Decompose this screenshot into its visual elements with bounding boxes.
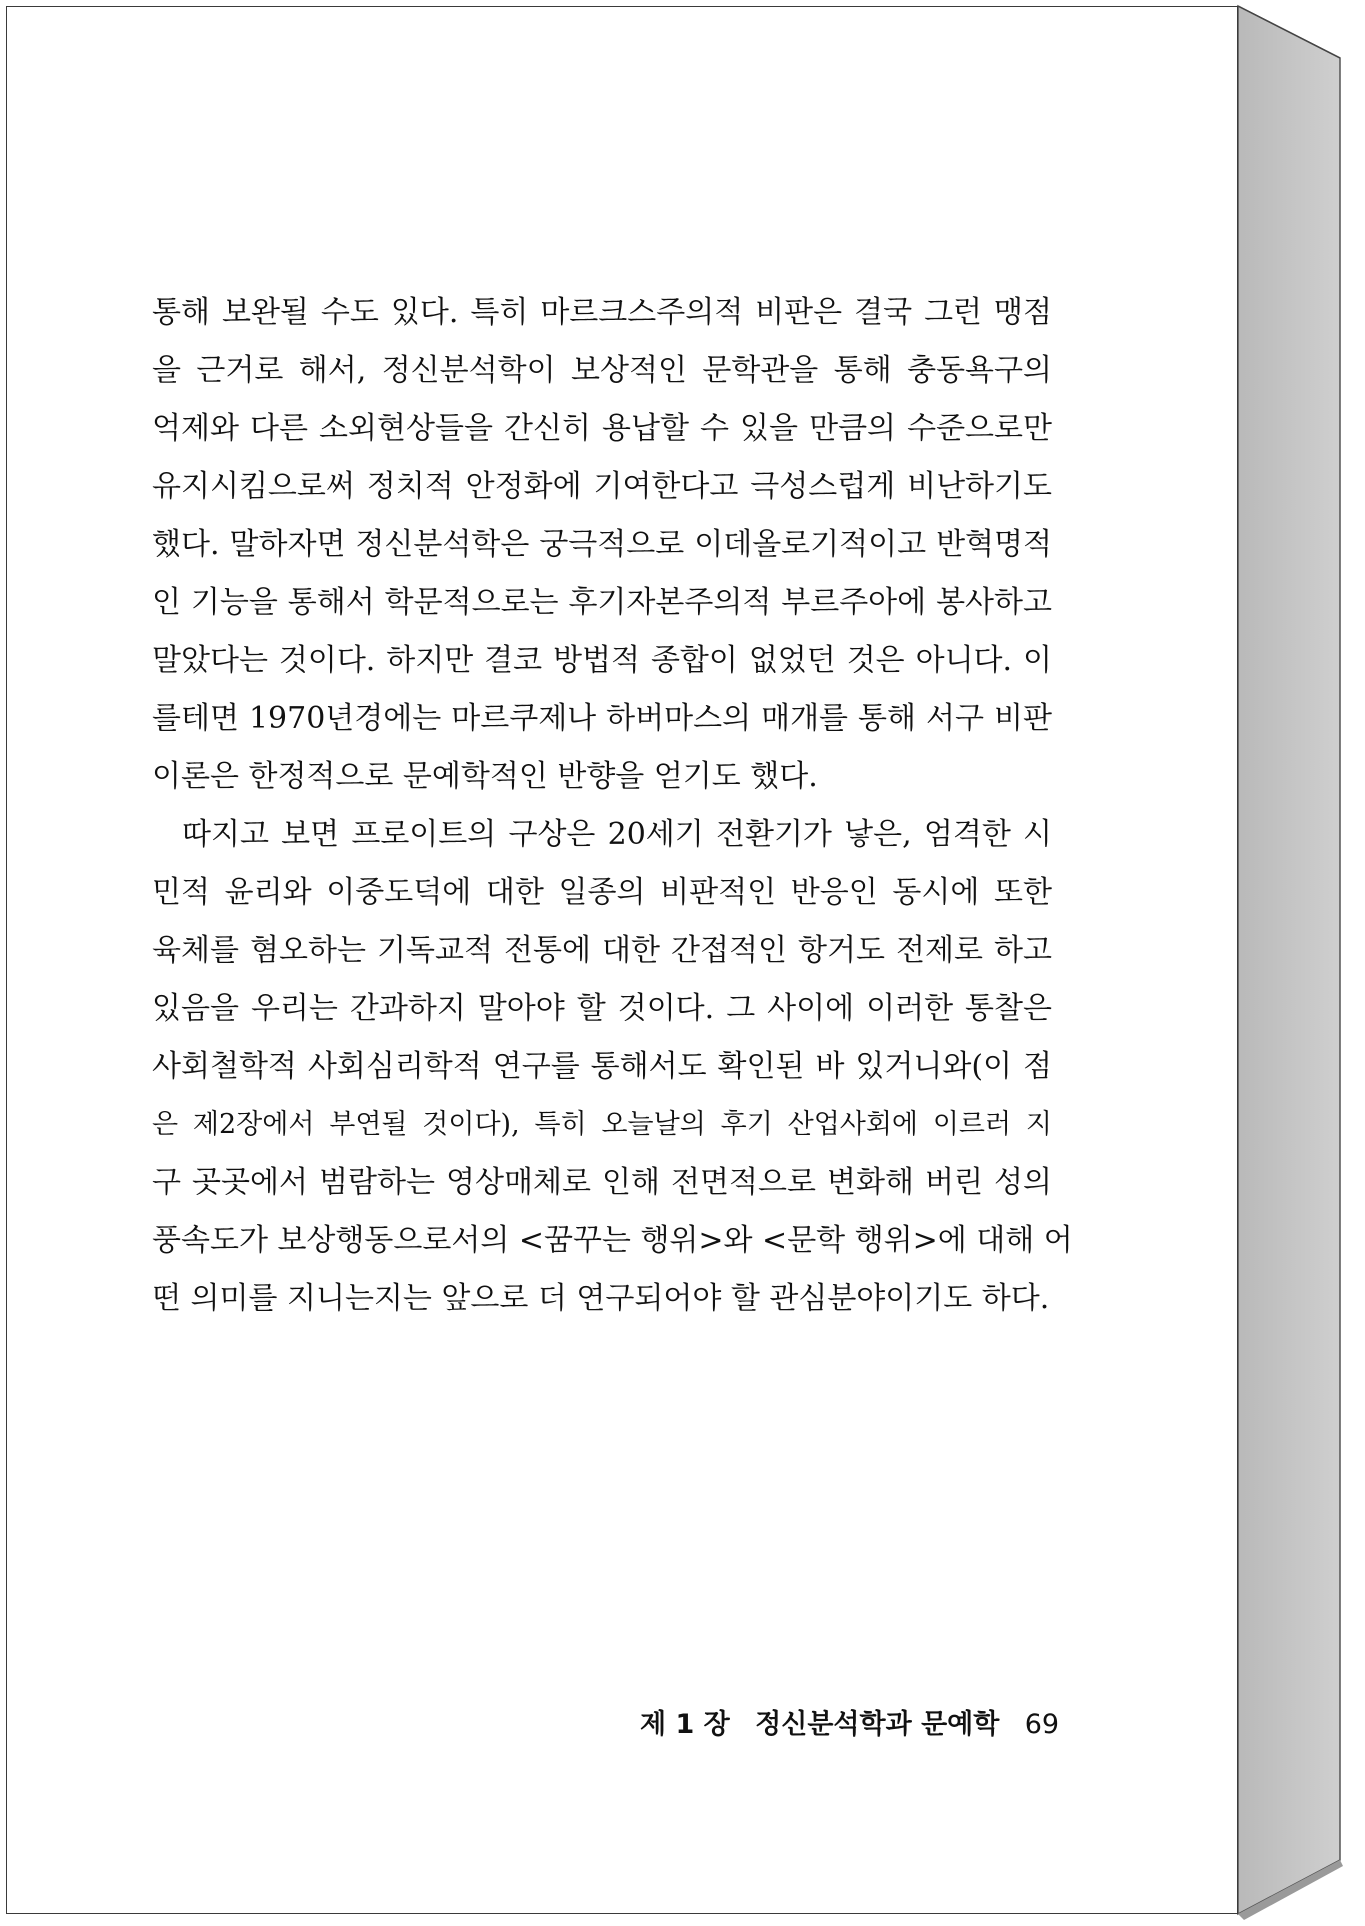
text-line: 인 기능을 통해서 학문적으로는 후기자본주의적 부르주아에 봉사하고 (152, 585, 1052, 620)
text-line: 통해 보완될 수도 있다. 특히 마르크스주의적 비판은 결국 그런 맹점 (152, 295, 1052, 330)
chapter-title: 정신분석학과 문예학 (755, 1709, 1000, 1740)
text-line: 따지고 보면 프로이트의 구상은 20세기 전환기가 낳은, 엄격한 시 (182, 817, 1052, 852)
text-line: 구 곳곳에서 범람하는 영상매체로 인해 전면적으로 변화해 버린 성의 (152, 1165, 1052, 1200)
text-line: 를테면 1970년경에는 마르쿠제나 하버마스의 매개를 통해 서구 비판 (152, 701, 1052, 736)
text-line: 사회철학적 사회심리학적 연구를 통해서도 확인된 바 있거니와(이 점 (152, 1049, 1052, 1084)
text-line: 을 근거로 해서, 정신분석학이 보상적인 문학관을 통해 충동욕구의 (152, 353, 1052, 388)
running-footer (640, 1702, 1060, 1741)
text-line: 말았다는 것이다. 하지만 결코 방법적 종합이 없었던 것은 아니다. 이 (152, 643, 1052, 678)
text-line: 은 제2장에서 부연될 것이다), 특히 오늘날의 후기 산업사회에 이르러 지 (152, 1109, 1052, 1140)
text-line: 풍속도가 보상행동으로서의 <꿈꾸는 행위>와 <문학 행위>에 대해 어 (152, 1223, 1073, 1258)
text-line: 억제와 다른 소외현상들을 간신히 용납할 수 있을 만큼의 수준으로만 (152, 411, 1052, 446)
text-line: 이론은 한정적으로 문예학적인 반향을 얻기도 했다. (152, 759, 818, 794)
text-line: 육체를 혐오하는 기독교적 전통에 대한 간접적인 항거도 전제로 하고 (152, 933, 1052, 968)
chapter-label: 제 1 장 (640, 1709, 730, 1740)
text-line: 민적 윤리와 이중도덕에 대한 일종의 비판적인 반응인 동시에 또한 (152, 875, 1052, 910)
text-line: 떤 의미를 지니는지는 앞으로 더 연구되어야 할 관심분야이기도 하다. (152, 1281, 1050, 1316)
text-line: 유지시킴으로써 정치적 안정화에 기여한다고 극성스럽게 비난하기도 (152, 469, 1052, 504)
page-number: 69 (1024, 1709, 1060, 1740)
body-text (152, 284, 1073, 1328)
text-line: 했다. 말하자면 정신분석학은 궁극적으로 이데올로기적이고 반혁명적 (152, 527, 1052, 562)
text-line: 있음을 우리는 간과하지 말아야 할 것이다. 그 사이에 이러한 통찰은 (152, 991, 1052, 1026)
